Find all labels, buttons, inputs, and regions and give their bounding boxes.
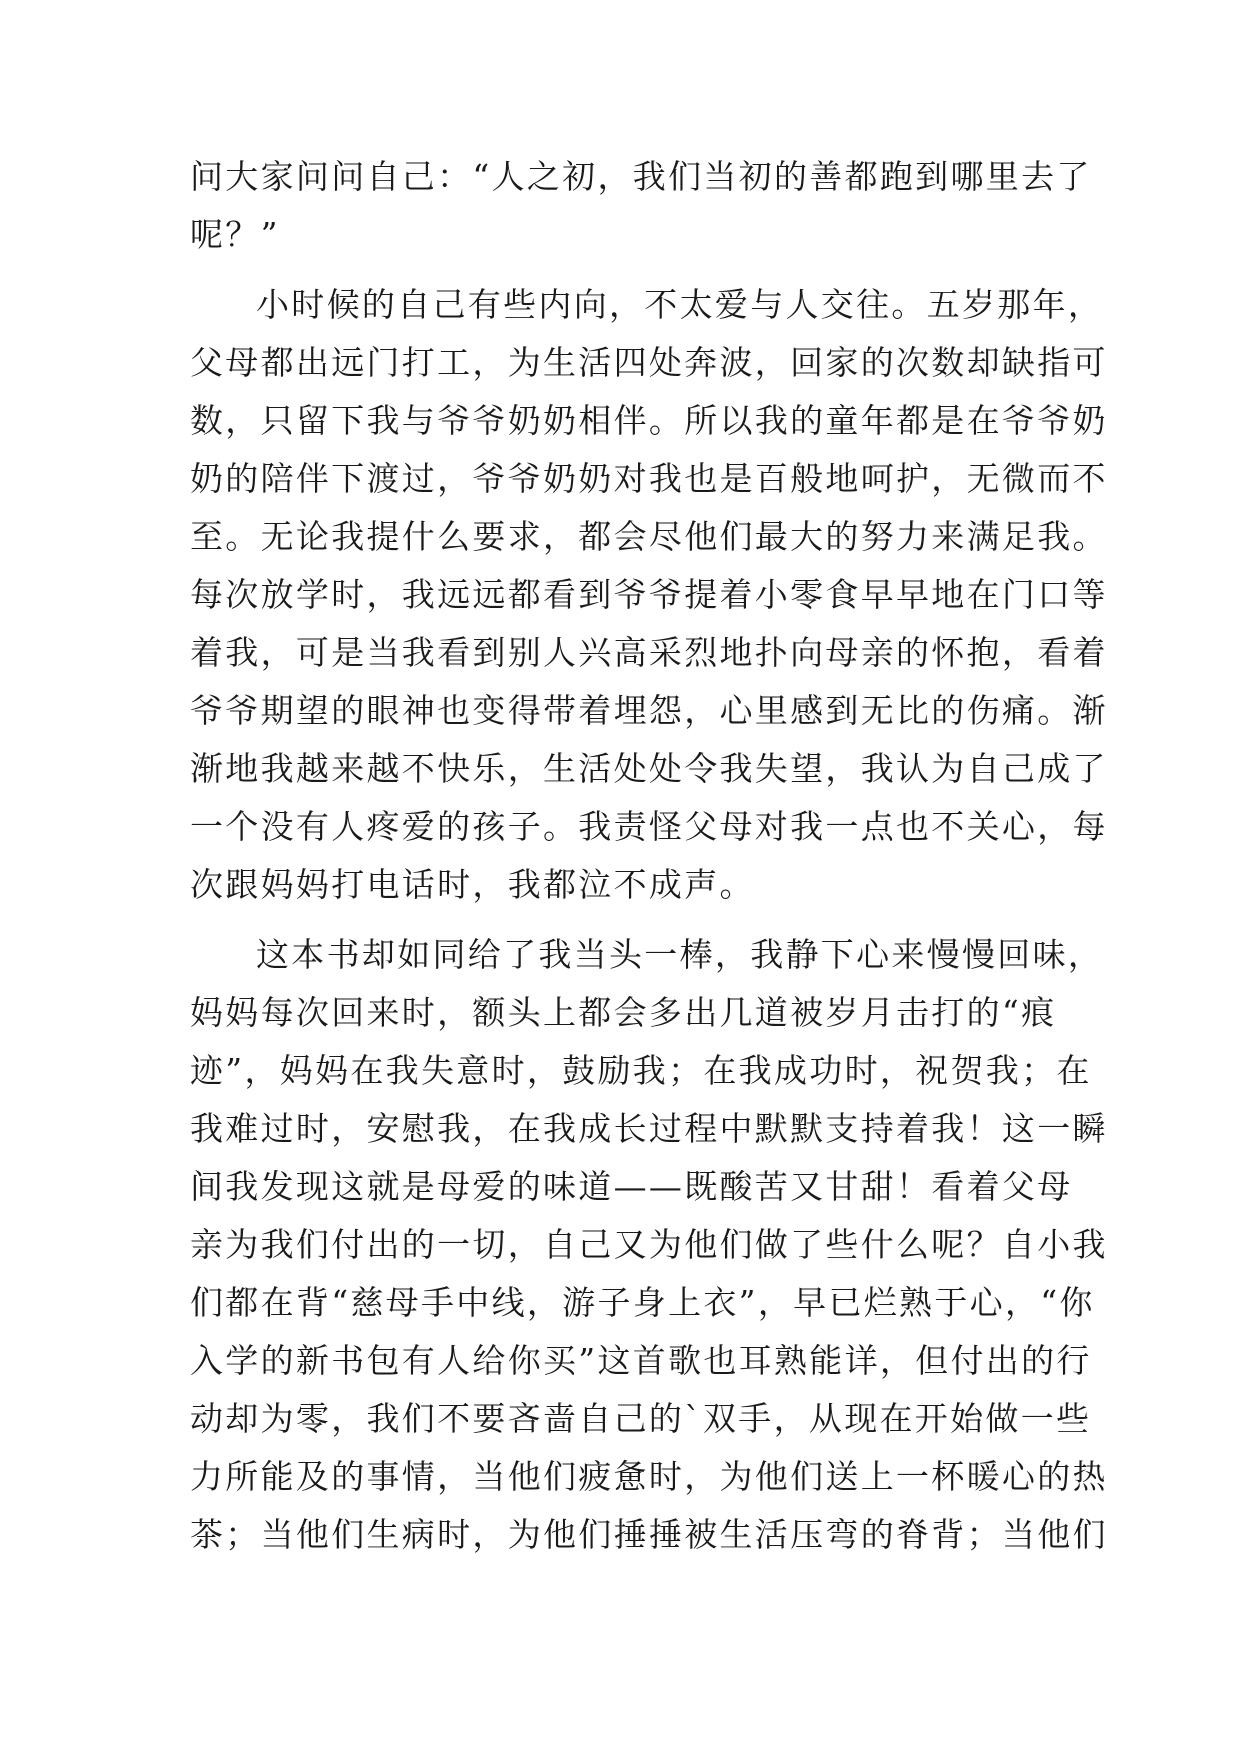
text-line: 父母都出远门打工，为生活四处奔波，回家的次数却缺指可 xyxy=(190,343,1108,382)
text-line: 动却为零，我们不要吝啬自己的`双手，从现在开始做一些 xyxy=(190,1399,1092,1438)
text-line: 奶的陪伴下渡过，爷爷奶奶对我也是百般地呵护，无微而不 xyxy=(190,459,1108,498)
text-line: 我难过时，安慰我，在我成长过程中默默支持着我！这一瞬 xyxy=(190,1109,1108,1148)
paragraph-3 xyxy=(190,926,1108,1564)
text-line: 问大家问问自己：“人之初，我们当初的善都跑到哪里去了 xyxy=(190,157,1092,196)
text-line: 渐地我越来越不快乐，生活处处令我失望，我认为自己成了 xyxy=(190,749,1108,788)
text-line: 妈妈每次回来时，额头上都会多出几道被岁月击打的“痕 xyxy=(190,993,1057,1032)
text-line: 入学的新书包有人给你买”这首歌也耳熟能详，但付出的行 xyxy=(190,1341,1092,1380)
text-line: 呢？” xyxy=(190,215,280,254)
text-line: 迹”，妈妈在我失意时，鼓励我；在我成功时，祝贺我；在 xyxy=(190,1051,1092,1090)
text-line: 数，只留下我与爷爷奶奶相伴。所以我的童年都是在爷爷奶 xyxy=(190,401,1108,440)
text-line: 茶；当他们生病时，为他们捶捶被生活压弯的脊背；当他们 xyxy=(190,1515,1108,1554)
text-line: 爷爷期望的眼神也变得带着埋怨，心里感到无比的伤痛。渐 xyxy=(190,691,1108,730)
text-line: 小时候的自己有些内向，不太爱与人交往。五岁那年， xyxy=(256,285,1104,324)
text-line: 力所能及的事情，当他们疲惫时，为他们送上一杯暖心的热 xyxy=(190,1457,1108,1496)
text-line: 们都在背“慈母手中线，游子身上衣”，早已烂熟于心，“你 xyxy=(190,1283,1095,1322)
text-line: 一个没有人疼爱的孩子。我责怪父母对我一点也不关心，每 xyxy=(190,807,1108,846)
text-line: 次跟妈妈打电话时，我都泣不成声。 xyxy=(190,865,755,904)
text-line: 亲为我们付出的一切，自己又为他们做了些什么呢？自小我 xyxy=(190,1225,1108,1264)
text-line: 这本书却如同给了我当头一棒，我静下心来慢慢回味， xyxy=(256,935,1104,974)
text-line: 间我发现这就是母爱的味道——既酸苦又甘甜！看着父母 xyxy=(190,1167,1073,1206)
text-line: 至。无论我提什么要求，都会尽他们最大的努力来满足我。 xyxy=(190,517,1108,556)
paragraph-2 xyxy=(190,276,1108,914)
paragraph-1 xyxy=(190,148,1092,264)
text-line: 着我，可是当我看到别人兴高采烈地扑向母亲的怀抱，看着 xyxy=(190,633,1108,672)
text-line: 每次放学时，我远远都看到爷爷提着小零食早早地在门口等 xyxy=(190,575,1108,614)
document-body xyxy=(190,148,1108,1564)
